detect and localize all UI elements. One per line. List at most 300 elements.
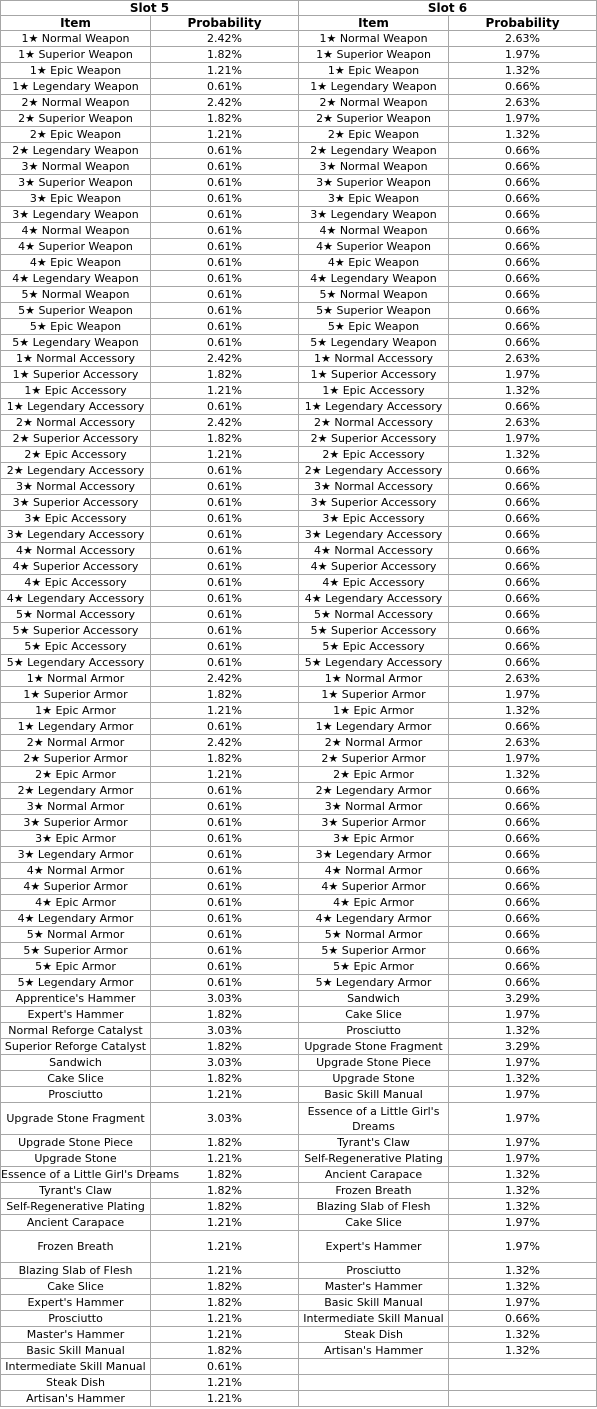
slot5-probability-cell: 0.61% <box>151 591 299 607</box>
table-row <box>1 879 597 895</box>
slot5-item-cell: 1★ Normal Armor <box>1 671 151 687</box>
slot5-item-cell: 5★ Epic Weapon <box>1 319 151 335</box>
slot6-probability-cell: 1.97% <box>449 687 597 703</box>
slot5-item-cell: 3★ Epic Weapon <box>1 191 151 207</box>
slot6-item-cell: 1★ Epic Accessory <box>299 383 449 399</box>
table-row <box>1 847 597 863</box>
slot6-probability-cell: 1.32% <box>449 383 597 399</box>
slot6-item-cell: Upgrade Stone Fragment <box>299 1039 449 1055</box>
slot5-item-cell: Self-Regenerative Plating <box>1 1199 151 1215</box>
slot6-probability-cell: 0.66% <box>449 335 597 351</box>
slot5-item-cell: 4★ Epic Weapon <box>1 255 151 271</box>
slot5-item-cell: 3★ Superior Weapon <box>1 175 151 191</box>
slot5-item-cell: 5★ Superior Weapon <box>1 303 151 319</box>
slot6-item-cell: 4★ Epic Accessory <box>299 575 449 591</box>
slot5-probability-cell: 2.42% <box>151 415 299 431</box>
slot6-item-cell: 2★ Epic Armor <box>299 767 449 783</box>
slot5-probability-cell: 2.42% <box>151 351 299 367</box>
slot6-probability-cell: 1.32% <box>449 703 597 719</box>
slot6-item-cell: 4★ Normal Accessory <box>299 543 449 559</box>
slot6-probability-cell: 0.66% <box>449 799 597 815</box>
slot6-probability-header: Probability <box>449 16 597 31</box>
slot5-probability-cell: 0.61% <box>151 863 299 879</box>
slot6-probability-cell: 0.66% <box>449 543 597 559</box>
table-row <box>1 175 597 191</box>
slot6-item-cell: 2★ Normal Accessory <box>299 415 449 431</box>
table-row <box>1 719 597 735</box>
slot5-probability-cell: 0.61% <box>151 191 299 207</box>
slot5-probability-cell: 0.61% <box>151 319 299 335</box>
slot6-probability-cell: 0.66% <box>449 207 597 223</box>
slot6-probability-cell: 0.66% <box>449 479 597 495</box>
slot5-probability-cell: 0.61% <box>151 815 299 831</box>
slot6-probability-cell: 2.63% <box>449 735 597 751</box>
table-row <box>1 943 597 959</box>
slot6-item-cell: Intermediate Skill Manual <box>299 1311 449 1327</box>
table-row <box>1 863 597 879</box>
slot5-item-cell: 3★ Superior Accessory <box>1 495 151 511</box>
slot6-item-cell: 3★ Legendary Weapon <box>299 207 449 223</box>
slot6-probability-cell: 0.66% <box>449 255 597 271</box>
table-row <box>1 95 597 111</box>
slot6-probability-cell: 0.66% <box>449 927 597 943</box>
table-row <box>1 319 597 335</box>
slot6-item-cell: 3★ Normal Weapon <box>299 159 449 175</box>
slot6-item-cell: 3★ Epic Armor <box>299 831 449 847</box>
slot5-probability-cell: 1.82% <box>151 1279 299 1295</box>
slot5-item-header: Item <box>1 16 151 31</box>
slot6-probability-cell: 0.66% <box>449 607 597 623</box>
slot6-probability-cell: 0.66% <box>449 719 597 735</box>
table-row <box>1 255 597 271</box>
slot5-probability-cell: 0.61% <box>151 239 299 255</box>
slot5-probability-cell: 1.21% <box>151 1231 299 1263</box>
slot6-item-cell: 4★ Legendary Armor <box>299 911 449 927</box>
slot6-item-cell: 2★ Superior Armor <box>299 751 449 767</box>
slot6-probability-cell: 2.63% <box>449 671 597 687</box>
table-row <box>1 399 597 415</box>
slot6-probability-cell: 0.66% <box>449 559 597 575</box>
slot5-item-cell: 4★ Superior Armor <box>1 879 151 895</box>
slot6-title: Slot 6 <box>299 1 597 16</box>
slot5-probability-cell: 3.03% <box>151 1023 299 1039</box>
slot5-title: Slot 5 <box>1 1 299 16</box>
table-row <box>1 415 597 431</box>
slot5-probability-cell: 0.61% <box>151 399 299 415</box>
slot5-item-cell: 1★ Superior Weapon <box>1 47 151 63</box>
slot6-item-cell: Tyrant's Claw <box>299 1135 449 1151</box>
slot5-item-cell: 1★ Normal Weapon <box>1 31 151 47</box>
slot5-item-cell: Sandwich <box>1 1055 151 1071</box>
slot6-item-cell: 5★ Epic Accessory <box>299 639 449 655</box>
table-row <box>1 799 597 815</box>
slot6-item-cell: 2★ Legendary Accessory <box>299 463 449 479</box>
slot5-item-cell: 3★ Normal Accessory <box>1 479 151 495</box>
slot5-probability-header: Probability <box>151 16 299 31</box>
slot6-item-cell: 1★ Normal Armor <box>299 671 449 687</box>
slot5-probability-cell: 0.61% <box>151 159 299 175</box>
slot5-probability-cell: 0.61% <box>151 959 299 975</box>
slot6-probability-cell <box>449 1359 597 1375</box>
table-row <box>1 831 597 847</box>
slot5-probability-cell: 0.61% <box>151 543 299 559</box>
table-row <box>1 1103 597 1135</box>
slot6-item-cell: 3★ Legendary Armor <box>299 847 449 863</box>
slot6-probability-cell: 1.32% <box>449 767 597 783</box>
slot6-item-cell: 3★ Legendary Accessory <box>299 527 449 543</box>
slot5-item-cell: 4★ Legendary Accessory <box>1 591 151 607</box>
table-row <box>1 1023 597 1039</box>
table-row <box>1 1007 597 1023</box>
slot6-probability-cell: 1.32% <box>449 63 597 79</box>
slot5-item-cell: 5★ Epic Armor <box>1 959 151 975</box>
table-row <box>1 383 597 399</box>
slot6-probability-cell: 0.66% <box>449 239 597 255</box>
slot6-probability-cell: 1.32% <box>449 1343 597 1359</box>
slot5-probability-cell: 0.61% <box>151 223 299 239</box>
slot5-probability-cell: 0.61% <box>151 623 299 639</box>
table-row <box>1 1391 597 1407</box>
slot5-item-cell: Expert's Hammer <box>1 1295 151 1311</box>
slot5-probability-cell: 0.61% <box>151 271 299 287</box>
slot6-item-cell: Artisan's Hammer <box>299 1343 449 1359</box>
slot5-item-cell: 1★ Epic Weapon <box>1 63 151 79</box>
slot6-item-cell: Expert's Hammer <box>299 1231 449 1263</box>
slot6-probability-cell: 1.32% <box>449 1167 597 1183</box>
slot6-probability-cell: 0.66% <box>449 623 597 639</box>
table-row <box>1 1311 597 1327</box>
slot6-item-cell: Frozen Breath <box>299 1183 449 1199</box>
slot6-probability-cell: 0.66% <box>449 79 597 95</box>
slot-title-row <box>1 1 597 16</box>
table-row <box>1 447 597 463</box>
slot5-probability-cell: 1.82% <box>151 47 299 63</box>
slot6-probability-cell: 1.32% <box>449 1327 597 1343</box>
slot6-probability-cell <box>449 1375 597 1391</box>
slot5-item-cell: 5★ Legendary Weapon <box>1 335 151 351</box>
slot6-item-cell: 5★ Legendary Armor <box>299 975 449 991</box>
slot5-item-cell: 4★ Superior Weapon <box>1 239 151 255</box>
slot6-item-cell: 1★ Normal Weapon <box>299 31 449 47</box>
table-row <box>1 735 597 751</box>
slot6-probability-cell: 0.66% <box>449 863 597 879</box>
slot6-item-cell: Cake Slice <box>299 1215 449 1231</box>
slot6-probability-cell: 0.66% <box>449 287 597 303</box>
slot6-probability-cell: 0.66% <box>449 911 597 927</box>
slot6-probability-cell: 0.66% <box>449 143 597 159</box>
slot5-item-cell: Normal Reforge Catalyst <box>1 1023 151 1039</box>
slot5-probability-cell: 2.42% <box>151 735 299 751</box>
slot6-item-cell: 5★ Superior Weapon <box>299 303 449 319</box>
slot5-probability-cell: 0.61% <box>151 287 299 303</box>
slot6-probability-cell: 0.66% <box>449 511 597 527</box>
slot6-item-cell: 4★ Normal Armor <box>299 863 449 879</box>
slot5-item-cell: Prosciutto <box>1 1087 151 1103</box>
slot5-item-cell: 5★ Legendary Accessory <box>1 655 151 671</box>
slot6-item-cell: 5★ Epic Weapon <box>299 319 449 335</box>
slot5-probability-cell: 0.61% <box>151 783 299 799</box>
slot5-item-cell: 4★ Epic Armor <box>1 895 151 911</box>
slot6-probability-cell: 0.66% <box>449 879 597 895</box>
slot5-probability-cell: 1.21% <box>151 767 299 783</box>
slot5-probability-cell: 0.61% <box>151 927 299 943</box>
slot6-probability-cell: 2.63% <box>449 415 597 431</box>
slot6-probability-cell: 0.66% <box>449 783 597 799</box>
table-row <box>1 143 597 159</box>
slot5-probability-cell: 0.61% <box>151 639 299 655</box>
slot5-item-cell: Blazing Slab of Flesh <box>1 1263 151 1279</box>
slot6-item-cell: Upgrade Stone Piece <box>299 1055 449 1071</box>
slot5-item-cell: 1★ Superior Accessory <box>1 367 151 383</box>
slot5-item-cell: 4★ Legendary Armor <box>1 911 151 927</box>
slot6-probability-cell: 0.66% <box>449 319 597 335</box>
slot5-probability-cell: 0.61% <box>151 511 299 527</box>
slot6-item-cell: Essence of a Little Girl's Dreams <box>299 1103 449 1135</box>
table-row <box>1 639 597 655</box>
slot5-probability-cell: 1.82% <box>151 1007 299 1023</box>
slot5-item-cell: 3★ Legendary Weapon <box>1 207 151 223</box>
slot5-probability-cell: 0.61% <box>151 831 299 847</box>
table-row <box>1 783 597 799</box>
table-row <box>1 911 597 927</box>
slot6-probability-cell: 1.32% <box>449 1071 597 1087</box>
slot6-probability-cell: 0.66% <box>449 175 597 191</box>
slot6-probability-cell: 1.97% <box>449 1087 597 1103</box>
table-row <box>1 127 597 143</box>
slot5-item-cell: Upgrade Stone Piece <box>1 1135 151 1151</box>
slot6-probability-cell: 1.97% <box>449 367 597 383</box>
slot6-probability-cell: 0.66% <box>449 831 597 847</box>
slot6-probability-cell: 0.66% <box>449 159 597 175</box>
slot5-probability-cell: 1.21% <box>151 1151 299 1167</box>
slot5-probability-cell: 1.21% <box>151 1087 299 1103</box>
slot6-item-cell: 2★ Epic Accessory <box>299 447 449 463</box>
slot6-probability-cell: 1.97% <box>449 1295 597 1311</box>
slot6-item-cell: 5★ Normal Armor <box>299 927 449 943</box>
slot6-probability-cell: 0.66% <box>449 191 597 207</box>
slot5-probability-cell: 1.82% <box>151 1199 299 1215</box>
slot5-item-cell: Prosciutto <box>1 1311 151 1327</box>
slot5-item-cell: 4★ Legendary Weapon <box>1 271 151 287</box>
slot5-item-cell: 5★ Normal Weapon <box>1 287 151 303</box>
slot5-probability-cell: 2.42% <box>151 95 299 111</box>
table-row <box>1 543 597 559</box>
slot6-probability-cell: 2.63% <box>449 31 597 47</box>
slot5-item-cell: 2★ Superior Accessory <box>1 431 151 447</box>
table-row <box>1 991 597 1007</box>
table-row <box>1 975 597 991</box>
slot6-probability-cell: 0.66% <box>449 655 597 671</box>
slot6-item-cell: 1★ Superior Armor <box>299 687 449 703</box>
slot6-probability-cell: 0.66% <box>449 575 597 591</box>
table-row <box>1 495 597 511</box>
slot6-item-cell: 4★ Epic Armor <box>299 895 449 911</box>
slot5-probability-cell: 0.61% <box>151 879 299 895</box>
slot6-item-cell: 5★ Superior Accessory <box>299 623 449 639</box>
slot5-item-cell: 2★ Epic Armor <box>1 767 151 783</box>
slot5-probability-cell: 2.42% <box>151 31 299 47</box>
slot6-probability-cell: 1.97% <box>449 1135 597 1151</box>
table-row <box>1 1055 597 1071</box>
slot5-probability-cell: 0.61% <box>151 303 299 319</box>
slot5-probability-cell: 1.21% <box>151 127 299 143</box>
slot5-item-cell: Tyrant's Claw <box>1 1183 151 1199</box>
slot6-item-cell: 3★ Normal Armor <box>299 799 449 815</box>
table-row <box>1 431 597 447</box>
table-row <box>1 1279 597 1295</box>
slot5-item-cell: 3★ Normal Armor <box>1 799 151 815</box>
slot5-probability-cell: 1.21% <box>151 63 299 79</box>
slot6-item-cell: Self-Regenerative Plating <box>299 1151 449 1167</box>
slot5-probability-cell: 1.82% <box>151 1135 299 1151</box>
slot6-probability-cell: 1.32% <box>449 447 597 463</box>
slot6-item-cell: 3★ Normal Accessory <box>299 479 449 495</box>
slot5-item-cell: 2★ Normal Weapon <box>1 95 151 111</box>
slot6-item-cell: Upgrade Stone <box>299 1071 449 1087</box>
slot6-item-cell: 2★ Legendary Weapon <box>299 143 449 159</box>
table-row <box>1 1135 597 1151</box>
slot5-probability-cell: 1.82% <box>151 1167 299 1183</box>
slot6-probability-cell: 0.66% <box>449 975 597 991</box>
table-body <box>1 1 597 1407</box>
slot5-item-cell: Master's Hammer <box>1 1327 151 1343</box>
table-row <box>1 47 597 63</box>
slot6-item-cell: 3★ Superior Armor <box>299 815 449 831</box>
slot6-item-cell: 5★ Legendary Weapon <box>299 335 449 351</box>
slot5-probability-cell: 0.61% <box>151 911 299 927</box>
slot6-item-cell: Prosciutto <box>299 1023 449 1039</box>
column-header-row <box>1 16 597 31</box>
slot5-probability-cell: 1.21% <box>151 703 299 719</box>
table-row <box>1 1327 597 1343</box>
slot5-item-cell: Frozen Breath <box>1 1231 151 1263</box>
slot6-probability-cell: 1.97% <box>449 47 597 63</box>
slot6-item-cell: 1★ Legendary Weapon <box>299 79 449 95</box>
slot5-item-cell: 4★ Superior Accessory <box>1 559 151 575</box>
table-row <box>1 1343 597 1359</box>
slot6-probability-cell: 1.97% <box>449 111 597 127</box>
table-row <box>1 1199 597 1215</box>
slot6-item-cell: 1★ Epic Armor <box>299 703 449 719</box>
slot5-item-cell: Ancient Carapace <box>1 1215 151 1231</box>
slot5-item-cell: 2★ Legendary Accessory <box>1 463 151 479</box>
table-row <box>1 1039 597 1055</box>
slot6-probability-cell: 2.63% <box>449 351 597 367</box>
slot5-probability-cell: 1.82% <box>151 111 299 127</box>
slot5-probability-cell: 0.61% <box>151 575 299 591</box>
slot6-item-cell: Ancient Carapace <box>299 1167 449 1183</box>
slot5-item-cell: Superior Reforge Catalyst <box>1 1039 151 1055</box>
slot6-probability-cell: 1.97% <box>449 1103 597 1135</box>
slot6-item-cell: 1★ Normal Accessory <box>299 351 449 367</box>
slot5-item-cell: 1★ Legendary Accessory <box>1 399 151 415</box>
slot6-item-cell: Basic Skill Manual <box>299 1295 449 1311</box>
slot5-probability-cell: 1.82% <box>151 1183 299 1199</box>
slot6-probability-cell: 1.97% <box>449 1055 597 1071</box>
slot5-item-cell: 1★ Normal Accessory <box>1 351 151 367</box>
slot6-probability-cell: 1.97% <box>449 1231 597 1263</box>
slot5-item-cell: 3★ Epic Armor <box>1 831 151 847</box>
slot5-probability-cell: 0.61% <box>151 463 299 479</box>
slot6-probability-cell: 0.66% <box>449 895 597 911</box>
table-row <box>1 207 597 223</box>
slot6-item-cell: 5★ Normal Accessory <box>299 607 449 623</box>
slot5-item-cell: 1★ Epic Armor <box>1 703 151 719</box>
slot6-item-cell: 3★ Epic Accessory <box>299 511 449 527</box>
slot6-item-cell: Basic Skill Manual <box>299 1087 449 1103</box>
slot6-probability-cell: 0.66% <box>449 223 597 239</box>
table-row <box>1 303 597 319</box>
slot5-probability-cell: 0.61% <box>151 79 299 95</box>
slot5-item-cell: 4★ Epic Accessory <box>1 575 151 591</box>
slot6-item-cell <box>299 1391 449 1407</box>
table-row <box>1 1231 597 1263</box>
slot6-item-cell: 2★ Superior Weapon <box>299 111 449 127</box>
slot6-item-cell: 4★ Epic Weapon <box>299 255 449 271</box>
table-row <box>1 751 597 767</box>
slot6-probability-cell: 0.66% <box>449 1311 597 1327</box>
slot6-item-header: Item <box>299 16 449 31</box>
slot5-item-cell: 2★ Legendary Weapon <box>1 143 151 159</box>
slot5-item-cell: 2★ Superior Weapon <box>1 111 151 127</box>
slot5-item-cell: Cake Slice <box>1 1279 151 1295</box>
slot5-probability-cell: 0.61% <box>151 975 299 991</box>
slot5-probability-cell: 1.21% <box>151 1327 299 1343</box>
slot6-item-cell: 1★ Epic Weapon <box>299 63 449 79</box>
slot5-item-cell: Cake Slice <box>1 1071 151 1087</box>
slot5-probability-cell: 0.61% <box>151 527 299 543</box>
slot5-probability-cell: 0.61% <box>151 847 299 863</box>
slot5-probability-cell: 0.61% <box>151 895 299 911</box>
slot5-item-cell: Basic Skill Manual <box>1 1343 151 1359</box>
slot5-item-cell: 2★ Normal Accessory <box>1 415 151 431</box>
slot6-item-cell: 3★ Epic Weapon <box>299 191 449 207</box>
slot5-item-cell: 5★ Epic Accessory <box>1 639 151 655</box>
slot6-probability-cell: 1.32% <box>449 1183 597 1199</box>
slot5-item-cell: 4★ Normal Weapon <box>1 223 151 239</box>
slot6-item-cell: Prosciutto <box>299 1263 449 1279</box>
table-row <box>1 1071 597 1087</box>
slot5-probability-cell: 1.21% <box>151 1375 299 1391</box>
slot6-probability-cell: 1.32% <box>449 1279 597 1295</box>
slot5-probability-cell: 1.82% <box>151 1039 299 1055</box>
table-row <box>1 575 597 591</box>
slot5-item-cell: Intermediate Skill Manual <box>1 1359 151 1375</box>
table-row <box>1 959 597 975</box>
slot6-item-cell: 4★ Legendary Accessory <box>299 591 449 607</box>
slot5-probability-cell: 1.82% <box>151 431 299 447</box>
slot6-probability-cell: 1.32% <box>449 127 597 143</box>
slot5-probability-cell: 0.61% <box>151 207 299 223</box>
slot6-probability-cell: 1.32% <box>449 1263 597 1279</box>
slot6-probability-cell: 1.97% <box>449 751 597 767</box>
slot6-item-cell: 5★ Normal Weapon <box>299 287 449 303</box>
slot6-item-cell <box>299 1359 449 1375</box>
table-row <box>1 815 597 831</box>
slot6-probability-cell: 0.66% <box>449 271 597 287</box>
table-row <box>1 63 597 79</box>
slot6-item-cell: Sandwich <box>299 991 449 1007</box>
table-row <box>1 671 597 687</box>
slot5-item-cell: 5★ Normal Armor <box>1 927 151 943</box>
slot5-item-cell: 5★ Normal Accessory <box>1 607 151 623</box>
table-row <box>1 31 597 47</box>
slot5-item-cell: Artisan's Hammer <box>1 1391 151 1407</box>
table-row <box>1 239 597 255</box>
table-row <box>1 351 597 367</box>
slot5-probability-cell: 1.21% <box>151 1311 299 1327</box>
slot5-item-cell: 3★ Legendary Armor <box>1 847 151 863</box>
